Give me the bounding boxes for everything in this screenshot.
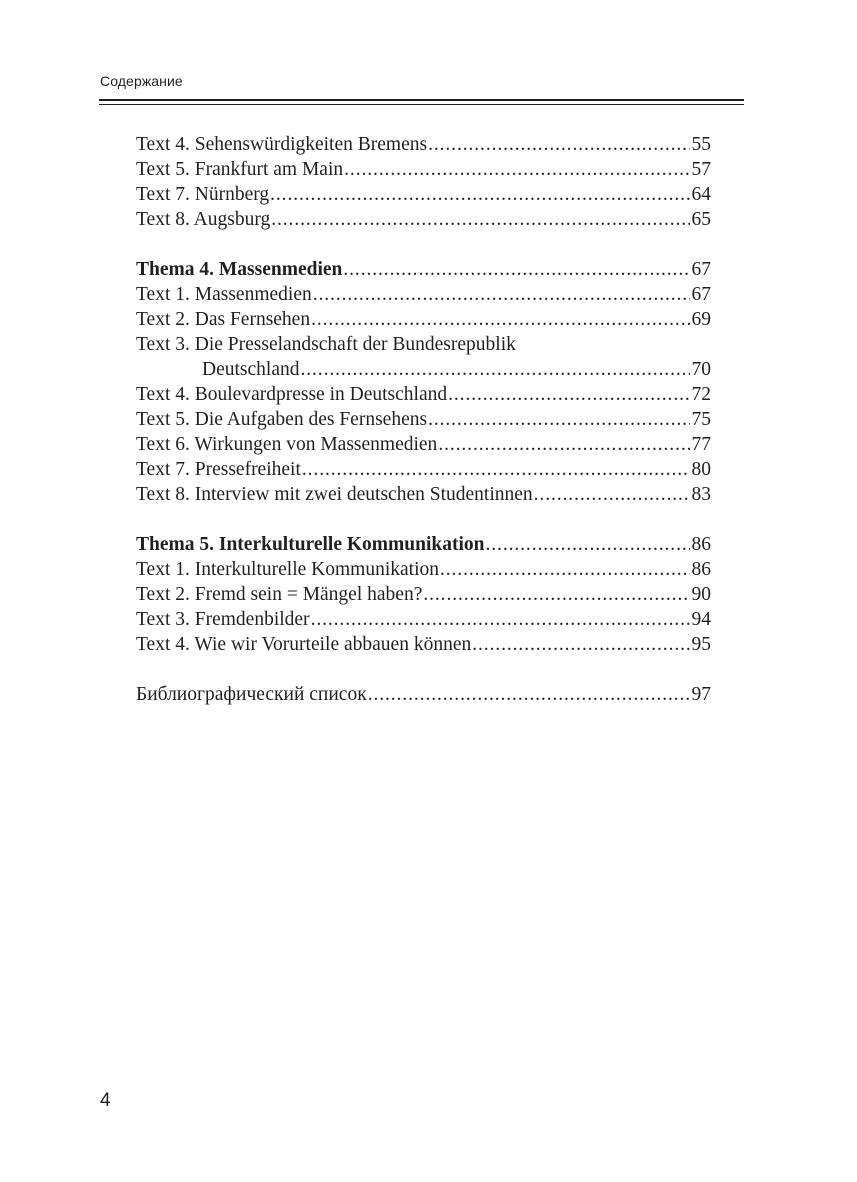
toc-entry[interactable] [136,282,711,307]
toc-entry-page: 83 [691,484,711,505]
toc-entry-title: Text 6. Wirkungen von Massenmedien [136,434,438,455]
toc-heading-page: 67 [691,259,711,280]
running-head: Содержание [100,73,183,89]
toc-entry-page: 69 [691,309,711,330]
toc-entry-title: Text 7. Pressefreiheit [136,459,301,480]
group-spacer [136,232,711,257]
toc-entry-page: 86 [691,559,711,580]
toc-entry-page: 90 [691,584,711,605]
toc-entry-page: 72 [691,384,711,405]
toc-entry-title: Text 4. Wie wir Vorurteile abbauen können [136,634,472,655]
dot-leader [311,307,689,332]
page-number: 4 [100,1090,111,1111]
toc-entry[interactable] [136,182,711,207]
toc-heading-title: Thema 4. Massenmedien [136,259,343,280]
toc-entry-title: Text 8. Interview mit zwei deutschen Studentinnen [136,484,533,505]
toc-entry[interactable] [136,382,711,407]
toc-entry[interactable] [136,432,711,457]
toc-entry-page: 97 [691,684,711,705]
dot-leader [313,282,690,307]
toc-entry-page: 94 [691,609,711,630]
toc-entry-title: Text 5. Die Aufgaben des Fernsehens [136,409,428,430]
dot-leader [438,432,689,457]
dot-leader [343,257,689,282]
toc-entry-title: Text 4. Boulevardpresse in Deutschland [136,384,448,405]
toc-entry-title: Text 1. Interkulturelle Kommunikation [136,559,439,580]
toc-entry[interactable] [136,132,711,157]
toc-entry-page: 80 [691,459,711,480]
dot-leader [428,407,689,432]
dot-leader [486,532,690,557]
toc-entry-title: Text 8. Augsburg [136,209,271,230]
dot-leader [368,682,690,707]
dot-leader [344,157,689,182]
toc-entry[interactable] [136,157,711,182]
toc-entry-page: 64 [691,184,711,205]
toc-entry-title: Библиографический список [136,684,367,705]
dot-leader [302,457,690,482]
dot-leader [300,357,689,382]
dot-leader [472,632,689,657]
toc-entry[interactable] [136,482,711,507]
group-spacer [136,507,711,532]
header-rule-thin [99,104,744,105]
toc-entry[interactable] [136,457,711,482]
toc-entry-page: 65 [691,209,711,230]
toc-entry[interactable] [136,582,711,607]
toc-entry-title: Text 3. Fremdenbilder [136,609,310,630]
table-of-contents [136,132,711,707]
toc-entry-bibliography[interactable] [136,682,711,707]
toc-entry-title: Text 5. Frankfurt am Main [136,159,344,180]
toc-entry[interactable] [136,357,711,382]
toc-entry-page: 55 [691,134,711,155]
toc-entry-page: 70 [691,359,711,380]
toc-entry-page: 75 [691,409,711,430]
toc-section-heading[interactable] [136,257,711,282]
toc-entry-title: Text 1. Massenmedien [136,284,312,305]
toc-entry-page: 77 [691,434,711,455]
dot-leader [271,207,689,232]
toc-entry-title-line1[interactable]: Text 3. Die Presselandschaft der Bundesrepublik [136,334,516,355]
group-spacer [136,657,711,682]
toc-entry[interactable] [136,632,711,657]
toc-entry[interactable] [136,207,711,232]
toc-heading-page: 86 [691,534,711,555]
toc-entry-title: Text 2. Fremd sein = Mängel haben? [136,584,423,605]
dot-leader [448,382,689,407]
dot-leader [311,607,690,632]
dot-leader [270,182,689,207]
toc-entry[interactable] [136,307,711,332]
toc-entry-page: 57 [691,159,711,180]
toc-entry[interactable] [136,557,711,582]
dot-leader [423,582,689,607]
toc-entry-page: 67 [691,284,711,305]
header-rule-thick [99,99,744,101]
dot-leader [534,482,690,507]
toc-heading-title: Thema 5. Interkulturelle Kommunikation [136,534,485,555]
toc-entry-page: 95 [691,634,711,655]
toc-entry-title-continued: Deutschland [202,359,300,380]
toc-entry-title: Text 4. Sehenswürdigkeiten Bremens [136,134,428,155]
toc-section-heading[interactable] [136,532,711,557]
toc-entry-title: Text 2. Das Fernsehen [136,309,311,330]
toc-entry[interactable] [136,607,711,632]
dot-leader [440,557,690,582]
dot-leader [428,132,689,157]
toc-entry[interactable] [136,407,711,432]
toc-entry-title: Text 7. Nürnberg [136,184,270,205]
